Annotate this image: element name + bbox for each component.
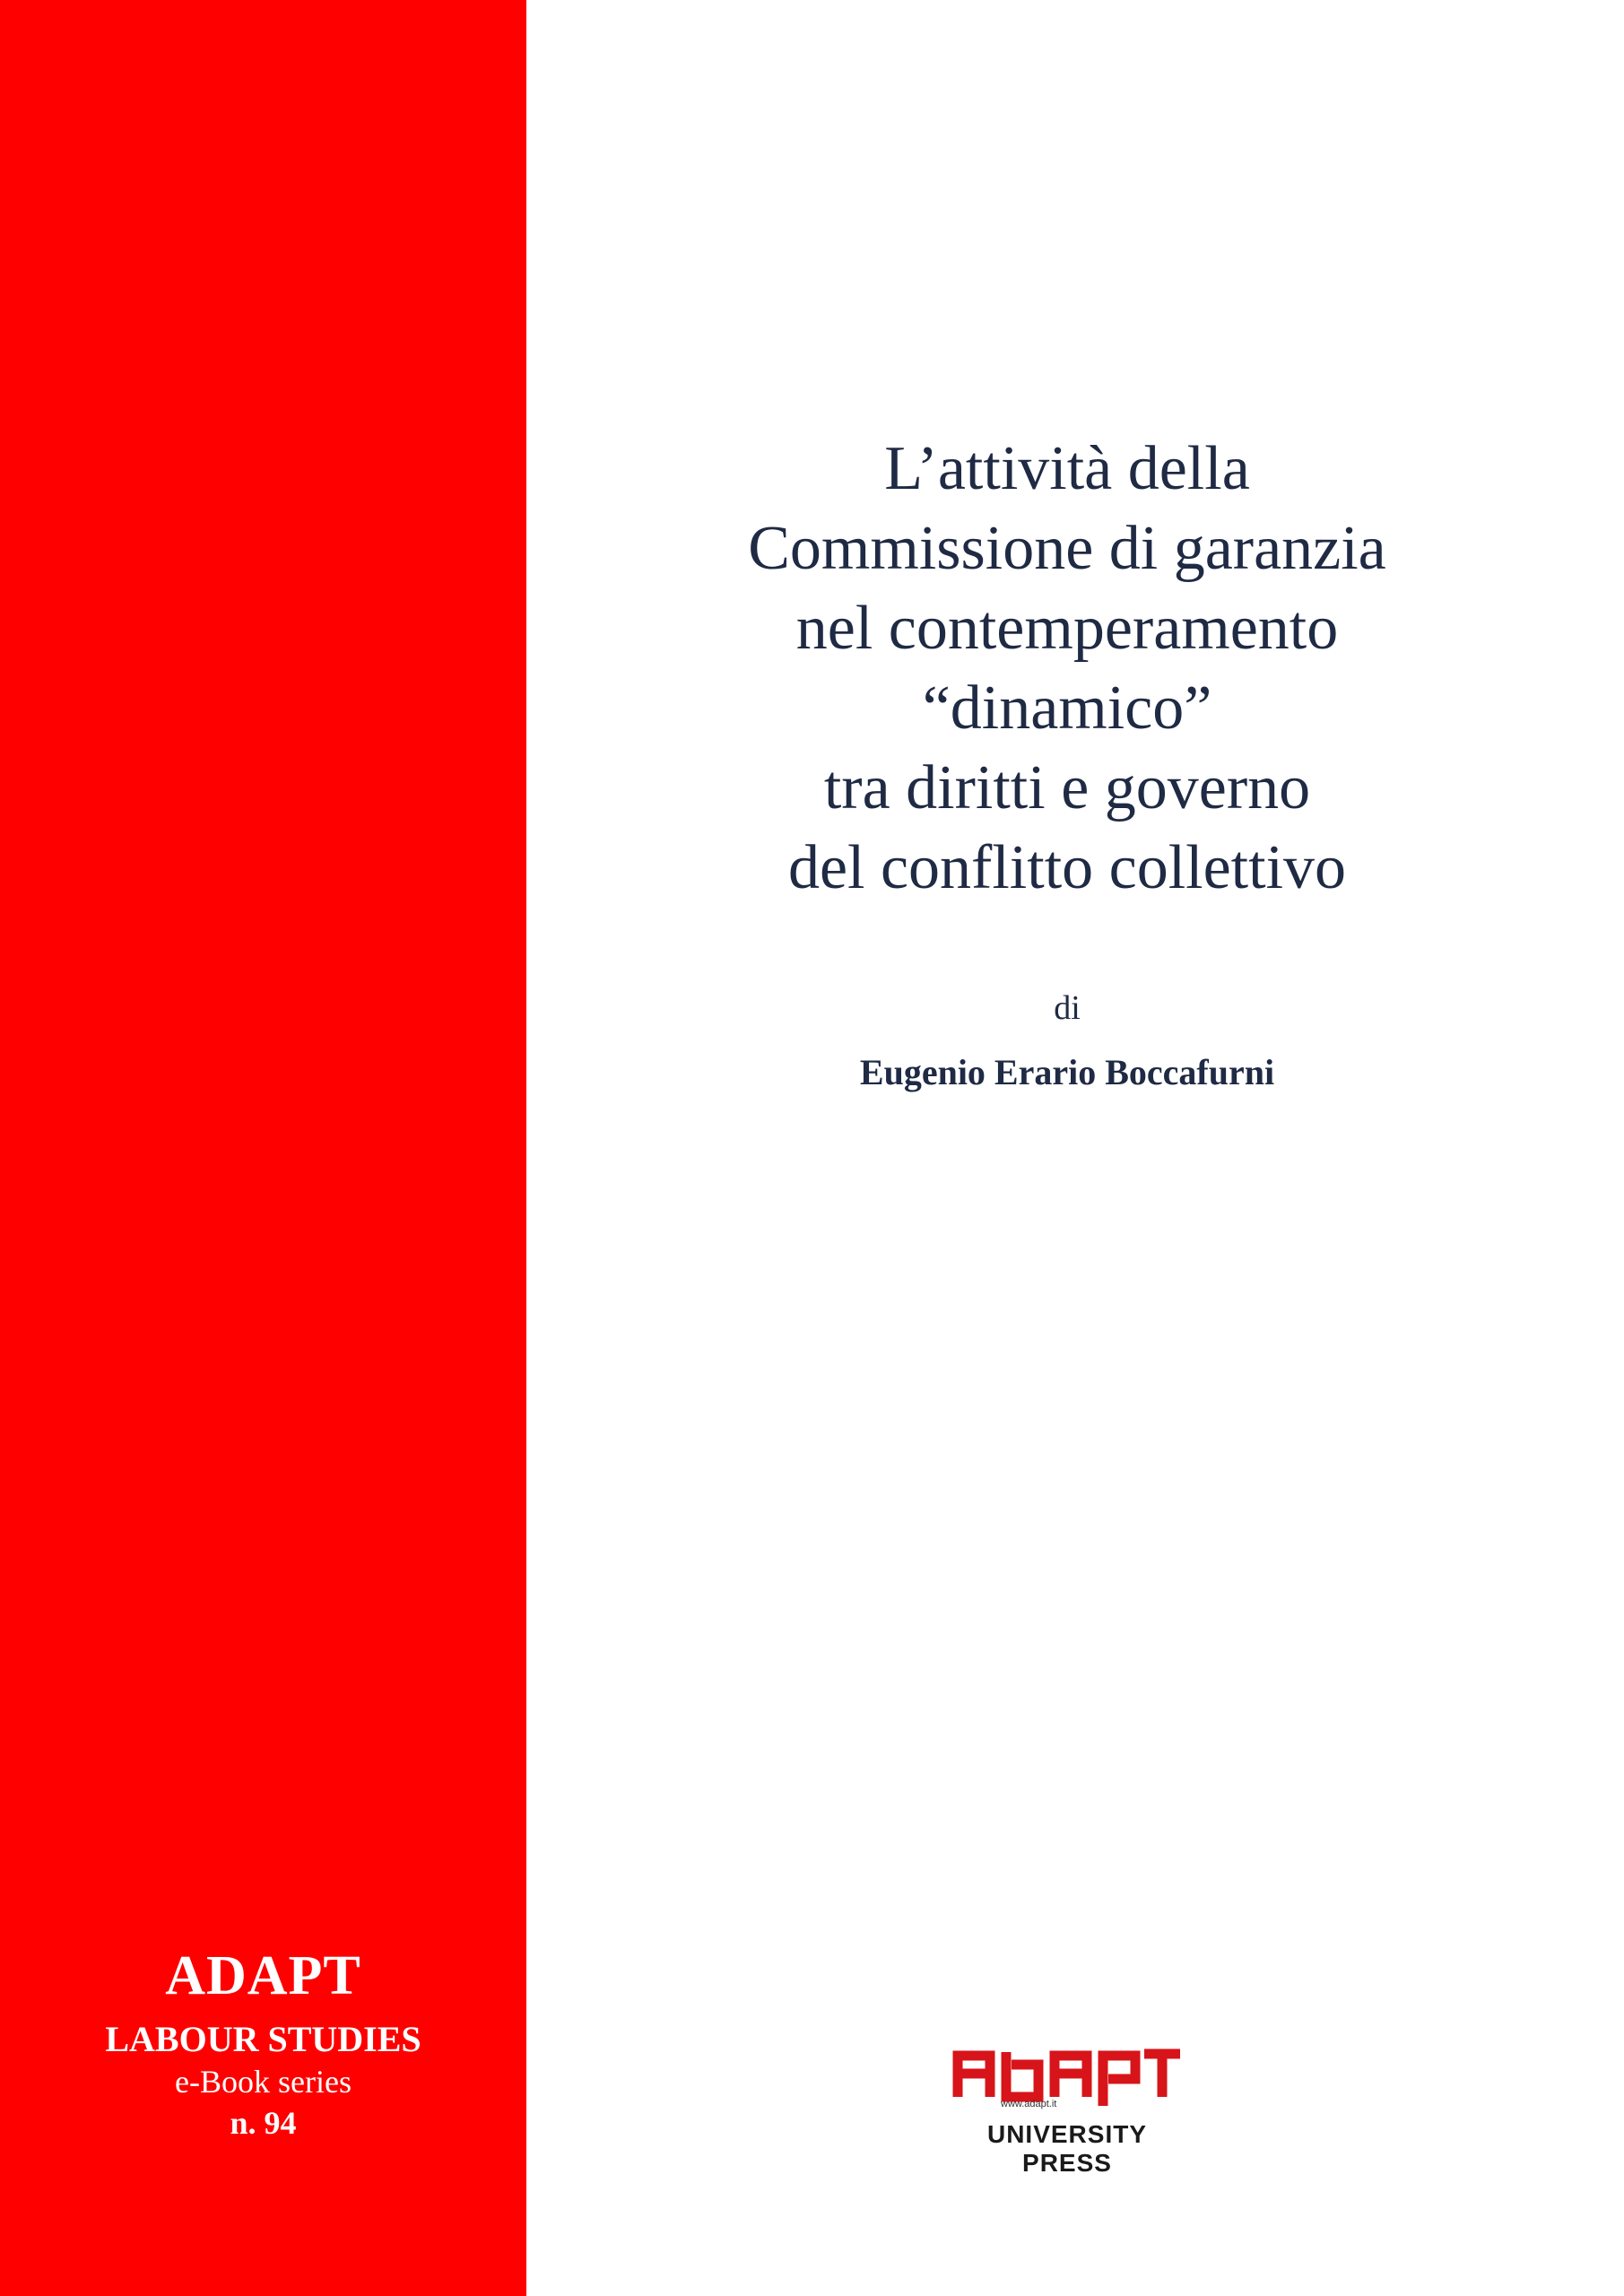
title-line: nel contemperamento — [795, 594, 1339, 663]
series-number: n. 94 — [230, 2105, 297, 2141]
publisher-url: www.adapt.it — [1001, 2099, 1057, 2109]
title-line: tra diritti e governo — [823, 753, 1311, 822]
series-name: ADAPT — [165, 1945, 361, 2006]
book-title — [628, 429, 1507, 908]
publisher-logo — [949, 2034, 1185, 2178]
title-line: Commissione di garanzia — [748, 514, 1386, 583]
title-line: del conflitto collettivo — [787, 833, 1347, 902]
publisher-press: UNIVERSITY PRESS — [986, 2120, 1148, 2177]
adapt-logo-icon — [949, 2034, 1185, 2115]
title-line: L’attività della — [884, 434, 1250, 503]
author-name: Eugenio Erario Boccafurni — [859, 1052, 1275, 1092]
series-type: e-Book series — [175, 2064, 352, 2100]
series-subtitle: LABOUR STUDIES — [105, 2019, 421, 2059]
byline: di — [1054, 989, 1081, 1027]
title-line: “dinamico” — [922, 674, 1212, 743]
